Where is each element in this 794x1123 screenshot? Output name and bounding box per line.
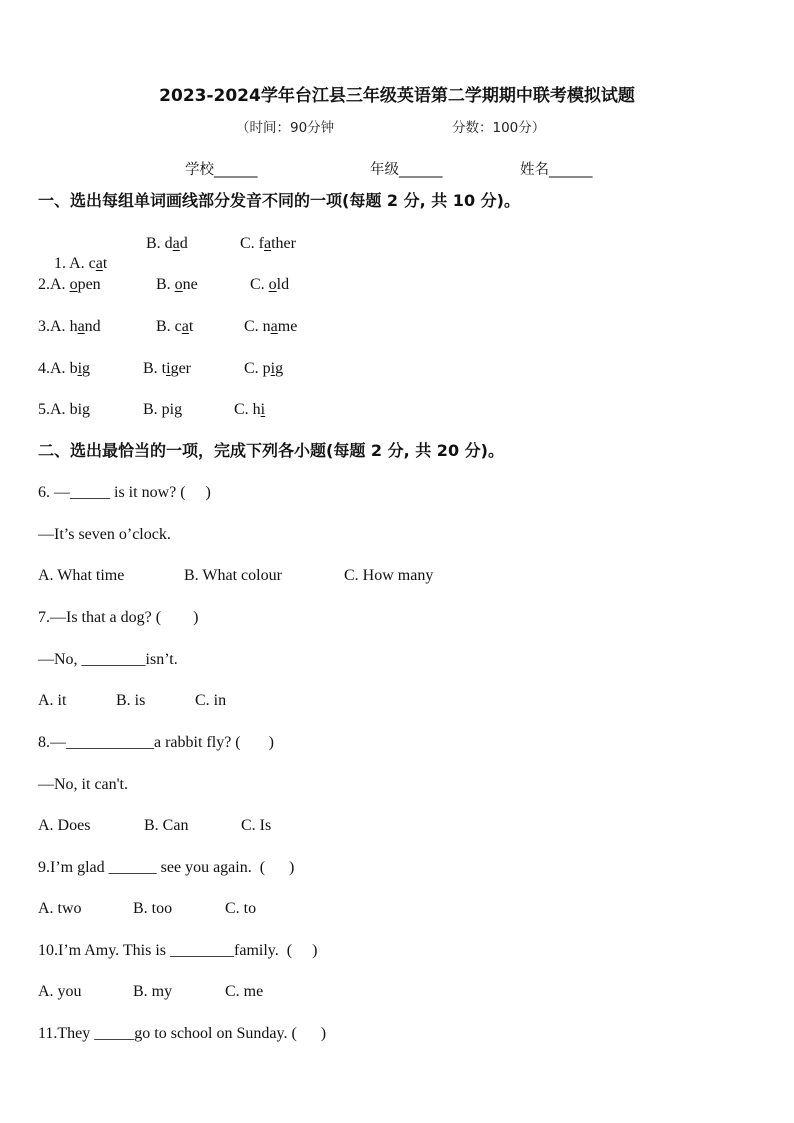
question-7: 7.—Is that a dog? ( ): [38, 609, 199, 626]
q9-option-c: C. to: [225, 900, 257, 917]
question-4: 4.A. big: [38, 360, 91, 377]
q10-option-b: B. my: [133, 983, 173, 1000]
section-1-heading: 一、选出每组单词画线部分发音不同的一项(每题 2 分, 共 10 分)。: [38, 191, 520, 210]
q8-answer-line: —No, it can't.: [38, 776, 128, 793]
q4-option-b: B. tiger: [143, 360, 192, 377]
q7-option-c: C. in: [195, 692, 227, 709]
q7-option-b: B. is: [116, 692, 146, 709]
section-2-heading: 二、选出最恰当的一项，完成下列各小题(每题 2 分, 共 20 分)。: [38, 441, 504, 460]
question-1: 1. A. cat: [54, 255, 108, 272]
q6-option-b: B. What colour: [184, 567, 282, 584]
q3-option-b: B. cat: [156, 318, 194, 335]
q8-option-b: B. Can: [144, 817, 189, 834]
q3-option-c: C. name: [244, 318, 298, 335]
q7-answer-line: —No, ________isn’t.: [38, 651, 178, 668]
exam-score: 分数：100分）: [452, 120, 546, 136]
school-field: 学校______: [185, 162, 258, 178]
question-8: 8.—___________a rabbit fly? ( ): [38, 734, 274, 751]
underlined-letter: a: [95, 255, 103, 272]
q1-option-b: B. dad: [146, 235, 188, 252]
q8-option-c: C. Is: [241, 817, 272, 834]
question-2: 2.A. open: [38, 276, 101, 293]
question-9: 9.I’m glad ______ see you again. ( ): [38, 859, 295, 876]
q6-option-a: A. What time: [38, 567, 125, 584]
q6-option-c: C. How many: [344, 567, 434, 584]
question-3: 3.A. hand: [38, 318, 101, 335]
question-6: 6. —_____ is it now? ( ): [38, 484, 211, 501]
exam-time: （时间：90分钟: [236, 120, 335, 136]
q10-option-c: C. me: [225, 983, 264, 1000]
q9-option-a: A. two: [38, 900, 82, 917]
name-field: 姓名______: [520, 162, 593, 178]
question-10: 10.I’m Amy. This is ________family. ( ): [38, 942, 318, 959]
q6-answer-line: —It’s seven o’clock.: [38, 526, 171, 543]
q7-option-a: A. it: [38, 692, 67, 709]
page-title: 2023-2024学年台江县三年级英语第二学期期中联考模拟试题: [159, 86, 635, 106]
q9-option-b: B. too: [133, 900, 173, 917]
q1-option-c: C. father: [240, 235, 296, 252]
q4-option-c: C. pig: [244, 360, 284, 377]
q5-option-c: C. hi: [234, 401, 266, 418]
q10-option-a: A. you: [38, 983, 82, 1000]
question-5: 5.A. big: [38, 401, 91, 418]
grade-field: 年级______: [370, 162, 443, 178]
q5-option-b: B. pig: [143, 401, 183, 418]
q2-option-b: B. one: [156, 276, 198, 293]
q8-option-a: A. Does: [38, 817, 91, 834]
q2-option-c: C. old: [250, 276, 290, 293]
question-11: 11.They _____go to school on Sunday. ( ): [38, 1025, 327, 1042]
